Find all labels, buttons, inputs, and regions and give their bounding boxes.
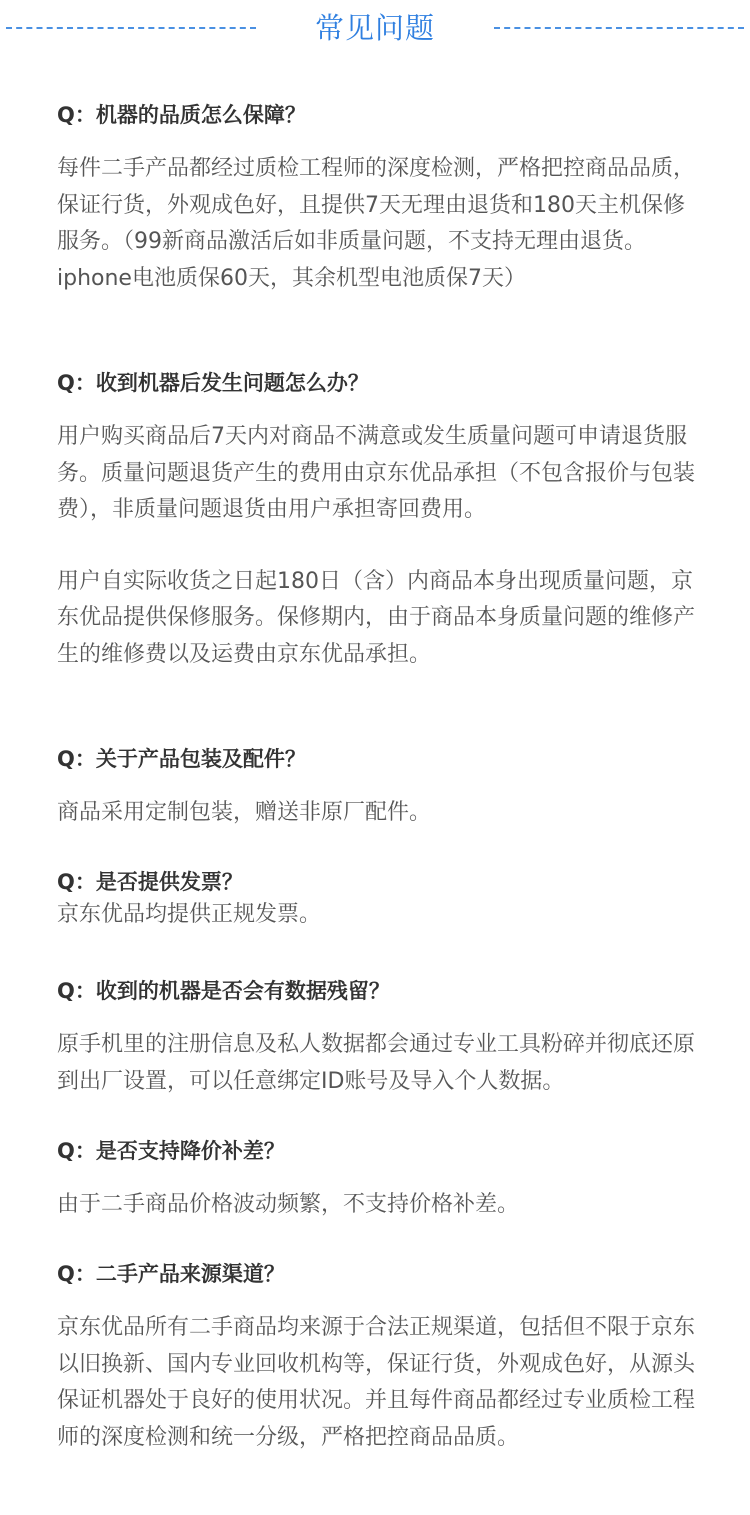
- faq-answer: 京东优品均提供正规发票。: [57, 902, 322, 927]
- faq-question: Q：是否支持降价补差？: [57, 1139, 285, 1163]
- header-divider-right: [494, 27, 744, 29]
- faq-answer: 京东优品所有二手商品均来源于合法正规渠道，包括但不限于京东以旧换新、国内专业回收机构等，保证行货，外观成色好，从源头保证机器处于良好的使用状况。并且每件商品都经过专业质检工程师的深度检测和统一分级，严格把控商品品质。: [57, 1315, 696, 1450]
- faq-question: Q：机器的品质怎么保障？: [57, 103, 306, 127]
- faq-answer: 由于二手商品价格波动频繁，不支持价格补差。: [57, 1192, 520, 1217]
- faq-answer: 用户自实际收货之日起180日（含）内商品本身出现质量问题，京东优品提供保修服务。保修期内，由于商品本身质量问题的维修产生的维修费以及运费由京东优品承担。: [57, 568, 696, 667]
- faq-item-data-residue: [57, 976, 697, 1100]
- faq-answer: 用户购买商品后7天内对商品不满意或发生质量问题可申请退货服务。质量问题退货产生的费用由京东优品承担（不包含报价与包装费），非质量问题退货由用户承担寄回费用。: [57, 424, 696, 522]
- faq-question: Q：是否提供发票？: [57, 870, 243, 894]
- page-title: 常见问题: [314, 11, 435, 45]
- faq-item-after-sales: [57, 368, 697, 673]
- faq-item-source: [57, 1259, 697, 1456]
- faq-answer: 商品采用定制包装，赠送非原厂配件。: [57, 800, 432, 825]
- faq-item-packaging: [57, 744, 697, 832]
- faq-answer: 原手机里的注册信息及私人数据都会通过专业工具粉碎并彻底还原到出厂设置，可以任意绑定ID账号及导入个人数据。: [57, 1032, 696, 1094]
- faq-question: Q：收到的机器是否会有数据残留？: [57, 979, 390, 1003]
- faq-question: Q：收到机器后发生问题怎么办？: [57, 371, 369, 395]
- faq-item-quality: [57, 100, 697, 297]
- faq-item-invoice: [57, 867, 697, 934]
- faq-item-price-protection: [57, 1136, 697, 1224]
- faq-question: Q：关于产品包装及配件？: [57, 747, 306, 771]
- faq-question: Q：二手产品来源渠道？: [57, 1262, 285, 1286]
- faq-header: [0, 0, 750, 60]
- faq-answer: 每件二手产品都经过质检工程师的深度检测，严格把控商品品质，保证行货，外观成色好，且提供7天无理由退货和180天主机保修服务。（99新商品激活后如非质量问题，不支持无理由退货。iphone电池质保60天，其余机型电池质保7天）: [57, 156, 696, 291]
